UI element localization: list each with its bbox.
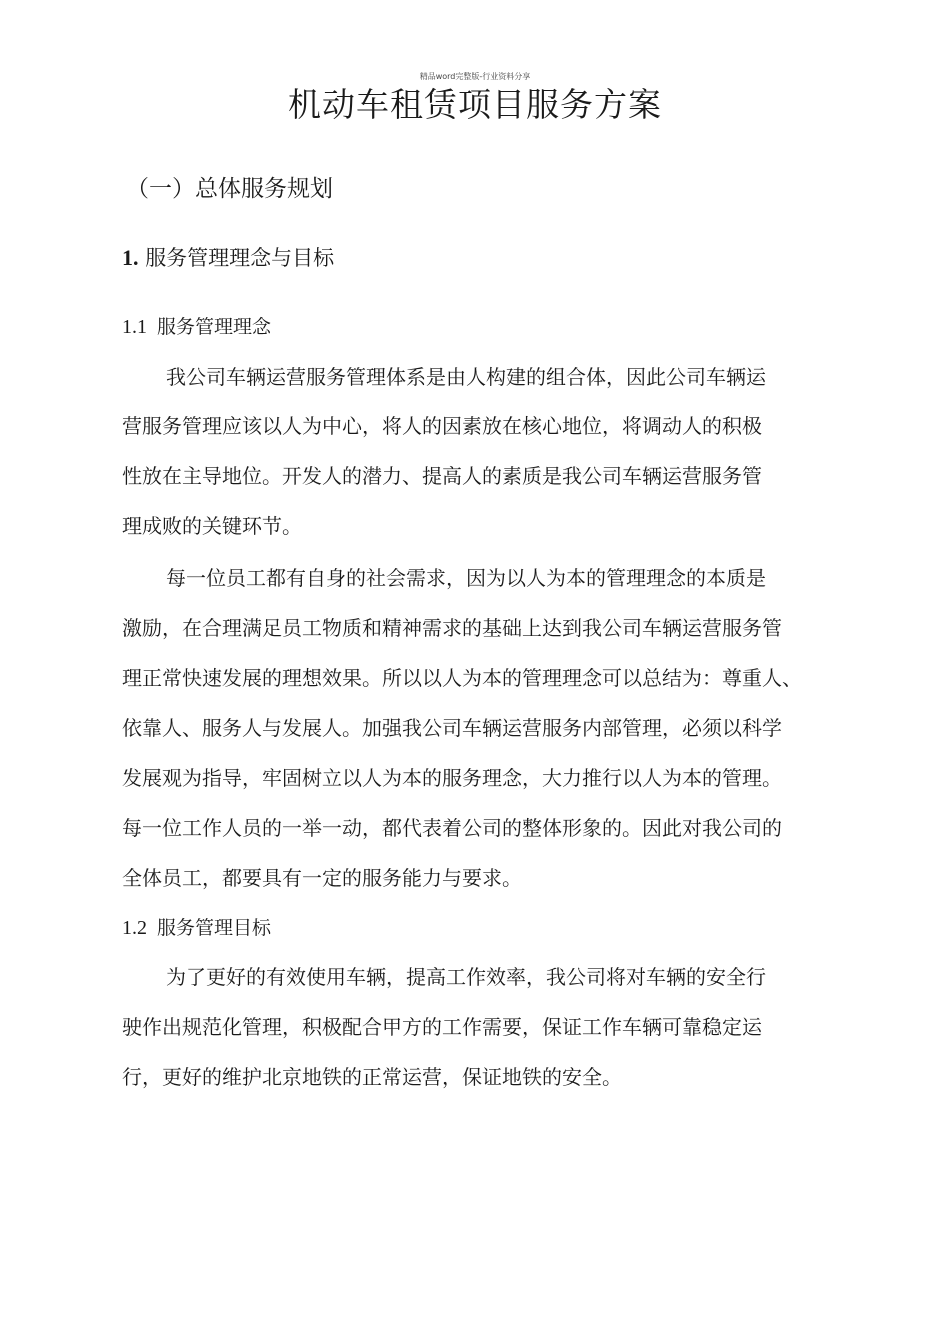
section-heading: （一）总体服务规划: [126, 176, 333, 202]
paragraph-line: 行，更好的维护北京地铁的正常运营，保证地铁的安全。: [122, 1065, 622, 1089]
item-1-2-number: 1.2: [122, 917, 147, 939]
subsection-title: 服务管理理念与目标: [145, 246, 335, 270]
item-1-2-title: 服务管理目标: [157, 917, 272, 939]
item-1-1-heading: [122, 312, 271, 342]
item-1-1-number: 1.1: [122, 316, 147, 338]
paragraph-line: 激励，在合理满足员工物质和精神需求的基础上达到我公司车辆运营服务管: [122, 616, 782, 640]
watermark-text: 精品word完整版-行业资料分享: [419, 72, 531, 81]
item-1-2-heading: [122, 913, 271, 943]
item-1-1-title: 服务管理理念: [157, 316, 272, 338]
subsection-number: 1.: [122, 245, 139, 270]
paragraph-line: 全体员工，都要具有一定的服务能力与要求。: [122, 866, 522, 890]
paragraph-line: 每一位员工都有自身的社会需求，因为以人为本的管理理念的本质是: [166, 566, 766, 590]
subsection-heading: [122, 241, 334, 275]
paragraph-line: 驶作出规范化管理，积极配合甲方的工作需要，保证工作车辆可靠稳定运: [122, 1015, 762, 1039]
document-title: 机动车租赁项目服务方案: [288, 85, 662, 124]
paragraph-line: 性放在主导地位。开发人的潜力、提高人的素质是我公司车辆运营服务管: [122, 464, 762, 488]
paragraph-line: 每一位工作人员的一举一动，都代表着公司的整体形象的。因此对我公司的: [122, 816, 782, 840]
paragraph-line: 为了更好的有效使用车辆，提高工作效率，我公司将对车辆的安全行: [166, 965, 766, 989]
paragraph-line: 发展观为指导，牢固树立以人为本的服务理念，大力推行以人为本的管理。: [122, 766, 782, 790]
paragraph-line: 理成败的关键环节。: [122, 514, 302, 538]
paragraph-line: 营服务管理应该以人为中心，将人的因素放在核心地位，将调动人的积极: [122, 414, 762, 438]
paragraph-line: 理正常快速发展的理想效果。所以以人为本的管理理念可以总结为：尊重人、: [122, 666, 802, 690]
paragraph-line: 依靠人、服务人与发展人。加强我公司车辆运营服务内部管理，必须以科学: [122, 716, 782, 740]
paragraph-line: 我公司车辆运营服务管理体系是由人构建的组合体，因此公司车辆运: [166, 365, 766, 389]
